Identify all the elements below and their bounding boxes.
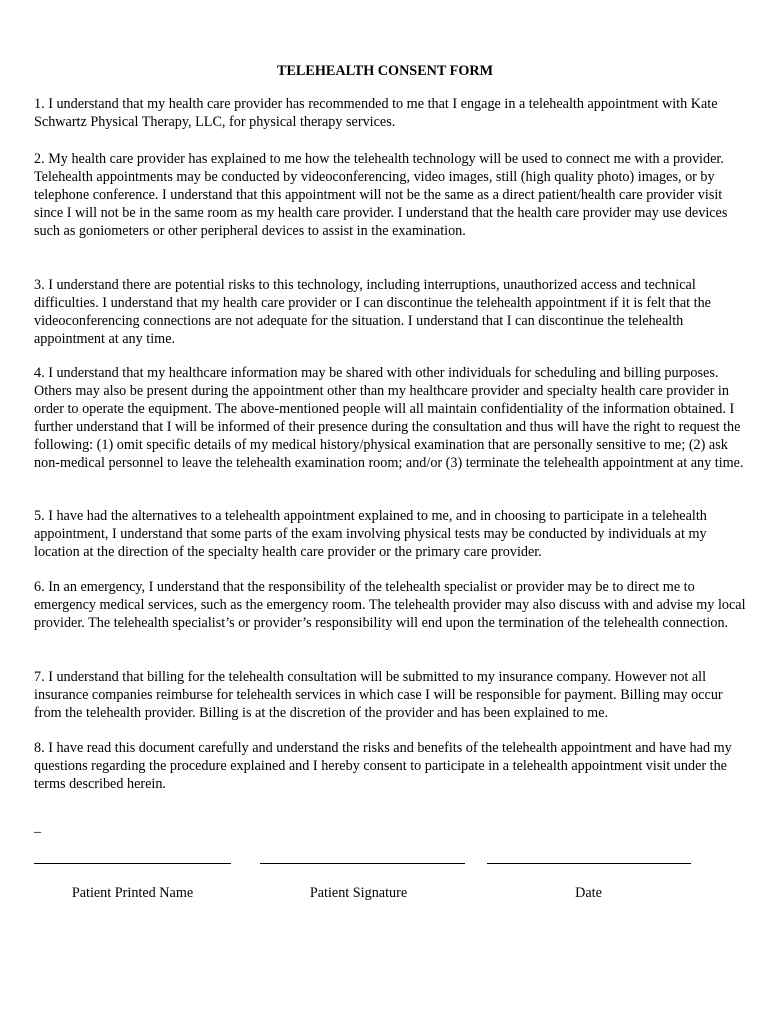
patient-name-line[interactable]	[34, 863, 231, 864]
form-title: TELEHEALTH CONSENT FORM	[276, 63, 494, 79]
paragraph-7: 7. I understand that billing for the telehealth consultation will be submitted to my insurance company. However not all insurance companies reimburse for telehealth services in which case I will be responsible for payment. Billing may occur from the telehealth provider. Billing is at the discretion of the provider and has been explained to me.	[34, 669, 723, 721]
date-label: Date	[575, 885, 602, 901]
patient-signature-label: Patient Signature	[309, 885, 408, 901]
paragraph-5: 5. I have had the alternatives to a telehealth appointment explained to me, and in choosing to participate in a telehealth appointment, I understand that some parts of the exam involving physical tests may be conducted by individuals at my location at the direction of the specialty health care provider or the primary care provider.	[34, 508, 707, 560]
patient-signature-line[interactable]	[260, 863, 465, 864]
paragraph-4: 4. I understand that my healthcare information may be shared with other individuals for scheduling and billing purposes. Others may also be present during the appointment other than my healthcare provider and specialty health care provider in order to operate the equipment. The above-mentioned people will all maintain confidentiality of the information obtained. I further understand that I will be informed of their presence during the consultation and thus will have the right to request the following: (1) omit specific details of my medical history/physical examination that are personally sensitive to me; (2) ask non-medical personnel to leave the telehealth examination room; and/or (3) terminate the telehealth appointment at any time.	[34, 365, 744, 471]
paragraph-1: 1. I understand that my health care provider has recommended to me that I engage in a telehealth appointment with Kate Schwartz Physical Therapy, LLC, for physical therapy services.	[34, 96, 718, 130]
patient-name-label: Patient Printed Name	[71, 885, 194, 901]
paragraph-2: 2. My health care provider has explained to me how the telehealth technology will be used to connect me with a provider. Telehealth appointments may be conducted by videoconferencing, video images, still (high quality photo) images, or by telephone conference. I understand that this appointment will not be the same as a direct patient/health care provider visit since I will not be in the same room as my health care provider. I understand that the health care provider may use devices such as goniometers or other peripheral devices to assist in the examination.	[34, 151, 728, 239]
date-line[interactable]	[487, 863, 691, 864]
paragraph-6: 6. In an emergency, I understand that the responsibility of the telehealth specialist or provider may be to direct me to emergency medical services, such as the emergency room. The telehealth provider may also discuss with and advise my local provider. The telehealth specialist’s or provider’s responsibility will end upon the termination of the telehealth connection.	[34, 579, 746, 631]
stray-underscore: _	[34, 819, 42, 835]
paragraph-3: 3. I understand there are potential risks to this technology, including interruptions, unauthorized access and technical difficulties. I understand that my health care provider or I can discontinue the telehealth appointment if it is felt that the videoconferencing connections are not adequate for the situation. I understand that I can discontinue the telehealth appointment at any time.	[34, 277, 711, 347]
paragraph-8: 8. I have read this document carefully and understand the risks and benefits of the telehealth appointment and have had my questions regarding the procedure explained and I hereby consent to participate in a telehealth appointment visit under the terms described herein.	[34, 740, 732, 792]
